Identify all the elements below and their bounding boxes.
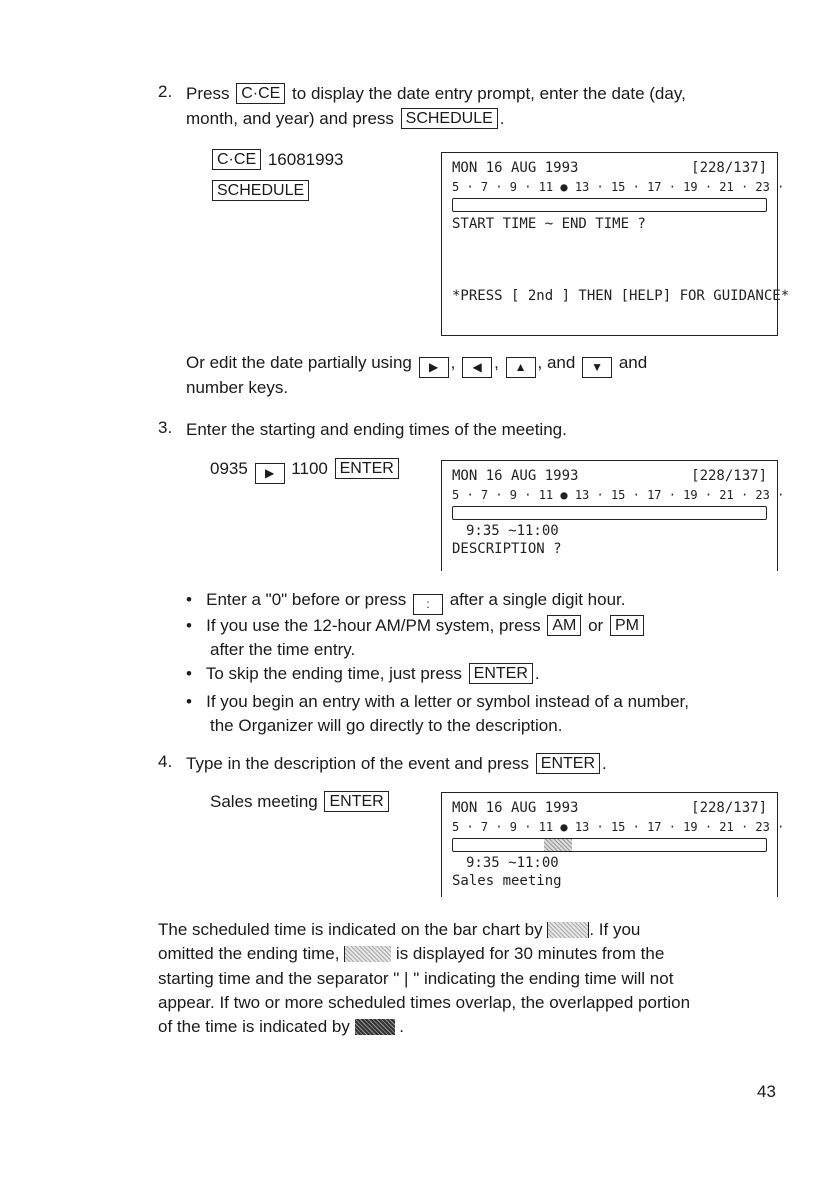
lcd-time-range: 9:35 ~11:00	[466, 855, 559, 871]
step-4-text	[186, 752, 607, 776]
edit-hint-line-1	[186, 351, 647, 378]
text: and	[618, 353, 648, 372]
cce-key: C·CE	[212, 149, 261, 170]
input-value: 16081993	[267, 150, 344, 169]
enter-key: ENTER	[536, 753, 600, 774]
step-2-line-2	[186, 107, 505, 131]
text: Press	[186, 84, 230, 103]
text: after a single digit hour.	[449, 590, 626, 609]
text: of the time is indicated by	[158, 1017, 350, 1036]
closing-line-1	[158, 918, 640, 942]
input-end: 1100	[291, 459, 328, 478]
right-arrow-key-icon: ▶	[419, 357, 449, 378]
text: .	[499, 109, 505, 128]
step-4-number: 4.	[158, 752, 173, 771]
step-3-text: Enter the starting and ending times of the meeting.	[186, 420, 567, 439]
text: , and	[537, 353, 576, 372]
bullet-4	[186, 690, 689, 714]
am-key: AM	[547, 615, 581, 636]
overlap-pattern-swatch-icon	[355, 1019, 395, 1035]
closing-line-3: starting time and the separator " | " indicating the ending time will not	[158, 969, 674, 988]
enter-key: ENTER	[324, 791, 388, 812]
lcd-guidance: *PRESS [ 2nd ] THEN [HELP] FOR GUIDANCE*	[452, 288, 790, 304]
text: . If you	[589, 920, 641, 939]
bullet-dot: •	[186, 692, 192, 711]
lcd-date: MON 16 AUG 1993	[452, 160, 579, 176]
lcd-date: MON 16 AUG 1993	[452, 800, 579, 816]
lcd-description: Sales meeting	[452, 873, 562, 889]
cce-key: C·CE	[236, 83, 285, 104]
up-arrow-key-icon: ▲	[506, 357, 536, 378]
text: Enter a "0" before or press	[206, 590, 407, 609]
text: Or edit the date partially using	[186, 353, 412, 372]
text: is displayed for 30 minutes from the	[395, 944, 665, 963]
input-start: 0935	[210, 459, 248, 478]
scheduled-time-shade	[544, 839, 572, 851]
text: .	[534, 664, 540, 683]
step-3-number: 3.	[158, 418, 173, 437]
lcd-bar-chart	[452, 506, 767, 520]
right-arrow-key-icon: ▶	[255, 463, 285, 484]
lcd-time-scale: 5 · 7 · 9 · 11 ● 13 · 15 · 17 · 19 · 21 · 23 ·	[452, 820, 785, 834]
lcd-screen-date	[441, 152, 790, 336]
step-3-input-line	[210, 457, 401, 484]
bullet-dot: •	[186, 664, 192, 683]
text: The scheduled time is indicated on the bar chart by	[158, 920, 543, 939]
bullet-dot: •	[186, 616, 192, 635]
lcd-counter: [228/137]	[691, 468, 767, 484]
text: to display the date entry prompt, enter the date (day,	[292, 84, 686, 103]
no-end-pattern-swatch-icon	[344, 946, 391, 962]
bullet-dot: •	[186, 590, 192, 609]
step-4-input-line	[210, 790, 391, 814]
lcd-screen-time	[441, 460, 785, 571]
text: or	[588, 616, 604, 635]
lcd-counter: [228/137]	[691, 160, 767, 176]
lcd-prompt: DESCRIPTION ?	[452, 541, 562, 557]
lcd-screen-description	[441, 792, 785, 897]
text: .	[399, 1017, 405, 1036]
text: .	[602, 754, 607, 773]
enter-key: ENTER	[335, 458, 399, 479]
text: If you use the 12-hour AM/PM system, press	[206, 616, 541, 635]
schedule-key: SCHEDULE	[212, 180, 309, 201]
bullet-2-cont: after the time entry.	[210, 640, 356, 659]
step-2-input-line	[210, 148, 343, 172]
schedule-key: SCHEDULE	[401, 108, 498, 129]
enter-key: ENTER	[469, 663, 533, 684]
lcd-time-scale: 5 · 7 · 9 · 11 ● 13 · 15 · 17 · 19 · 21 · 23 ·	[452, 180, 785, 194]
colon-key: :	[413, 594, 443, 615]
bullet-4-cont: the Organizer will go directly to the description.	[210, 716, 563, 735]
input-description: Sales meeting	[210, 792, 318, 811]
pm-key: PM	[610, 615, 644, 636]
lcd-prompt: START TIME ~ END TIME ?	[452, 216, 646, 232]
left-arrow-key-icon: ◀	[462, 357, 492, 378]
lcd-time-range: 9:35 ~11:00	[466, 523, 559, 539]
lcd-bar-chart	[452, 838, 767, 852]
closing-line-4: appear. If two or more scheduled times overlap, the overlapped portion	[158, 993, 691, 1012]
page-number: 43	[757, 1082, 776, 1101]
lcd-date: MON 16 AUG 1993	[452, 468, 579, 484]
text: omitted the ending time,	[158, 944, 340, 963]
bullet-2	[186, 614, 646, 638]
text: If you begin an entry with a letter or symbol instead of a number,	[206, 692, 689, 711]
lcd-counter: [228/137]	[691, 800, 767, 816]
separator: ,	[450, 353, 456, 372]
lcd-time-scale: 5 · 7 · 9 · 11 ● 13 · 15 · 17 · 19 · 21 · 23 ·	[452, 488, 785, 502]
scheduled-pattern-swatch-icon	[547, 922, 589, 938]
step-2-input-line-2	[210, 179, 311, 203]
bullet-1	[186, 588, 626, 615]
separator: ,	[494, 353, 499, 372]
edit-hint-line-2: number keys.	[186, 378, 289, 397]
text: Type in the description of the event and press	[186, 754, 530, 773]
bullet-3	[186, 662, 540, 686]
closing-line-2	[158, 942, 664, 966]
step-2-number: 2.	[158, 82, 173, 101]
lcd-bar-chart	[452, 198, 767, 212]
down-arrow-key-icon: ▼	[582, 357, 612, 378]
step-2-line-1	[186, 82, 686, 106]
text: To skip the ending time, just press	[205, 664, 462, 683]
text: month, and year) and press	[186, 109, 394, 128]
closing-line-5	[158, 1015, 404, 1039]
